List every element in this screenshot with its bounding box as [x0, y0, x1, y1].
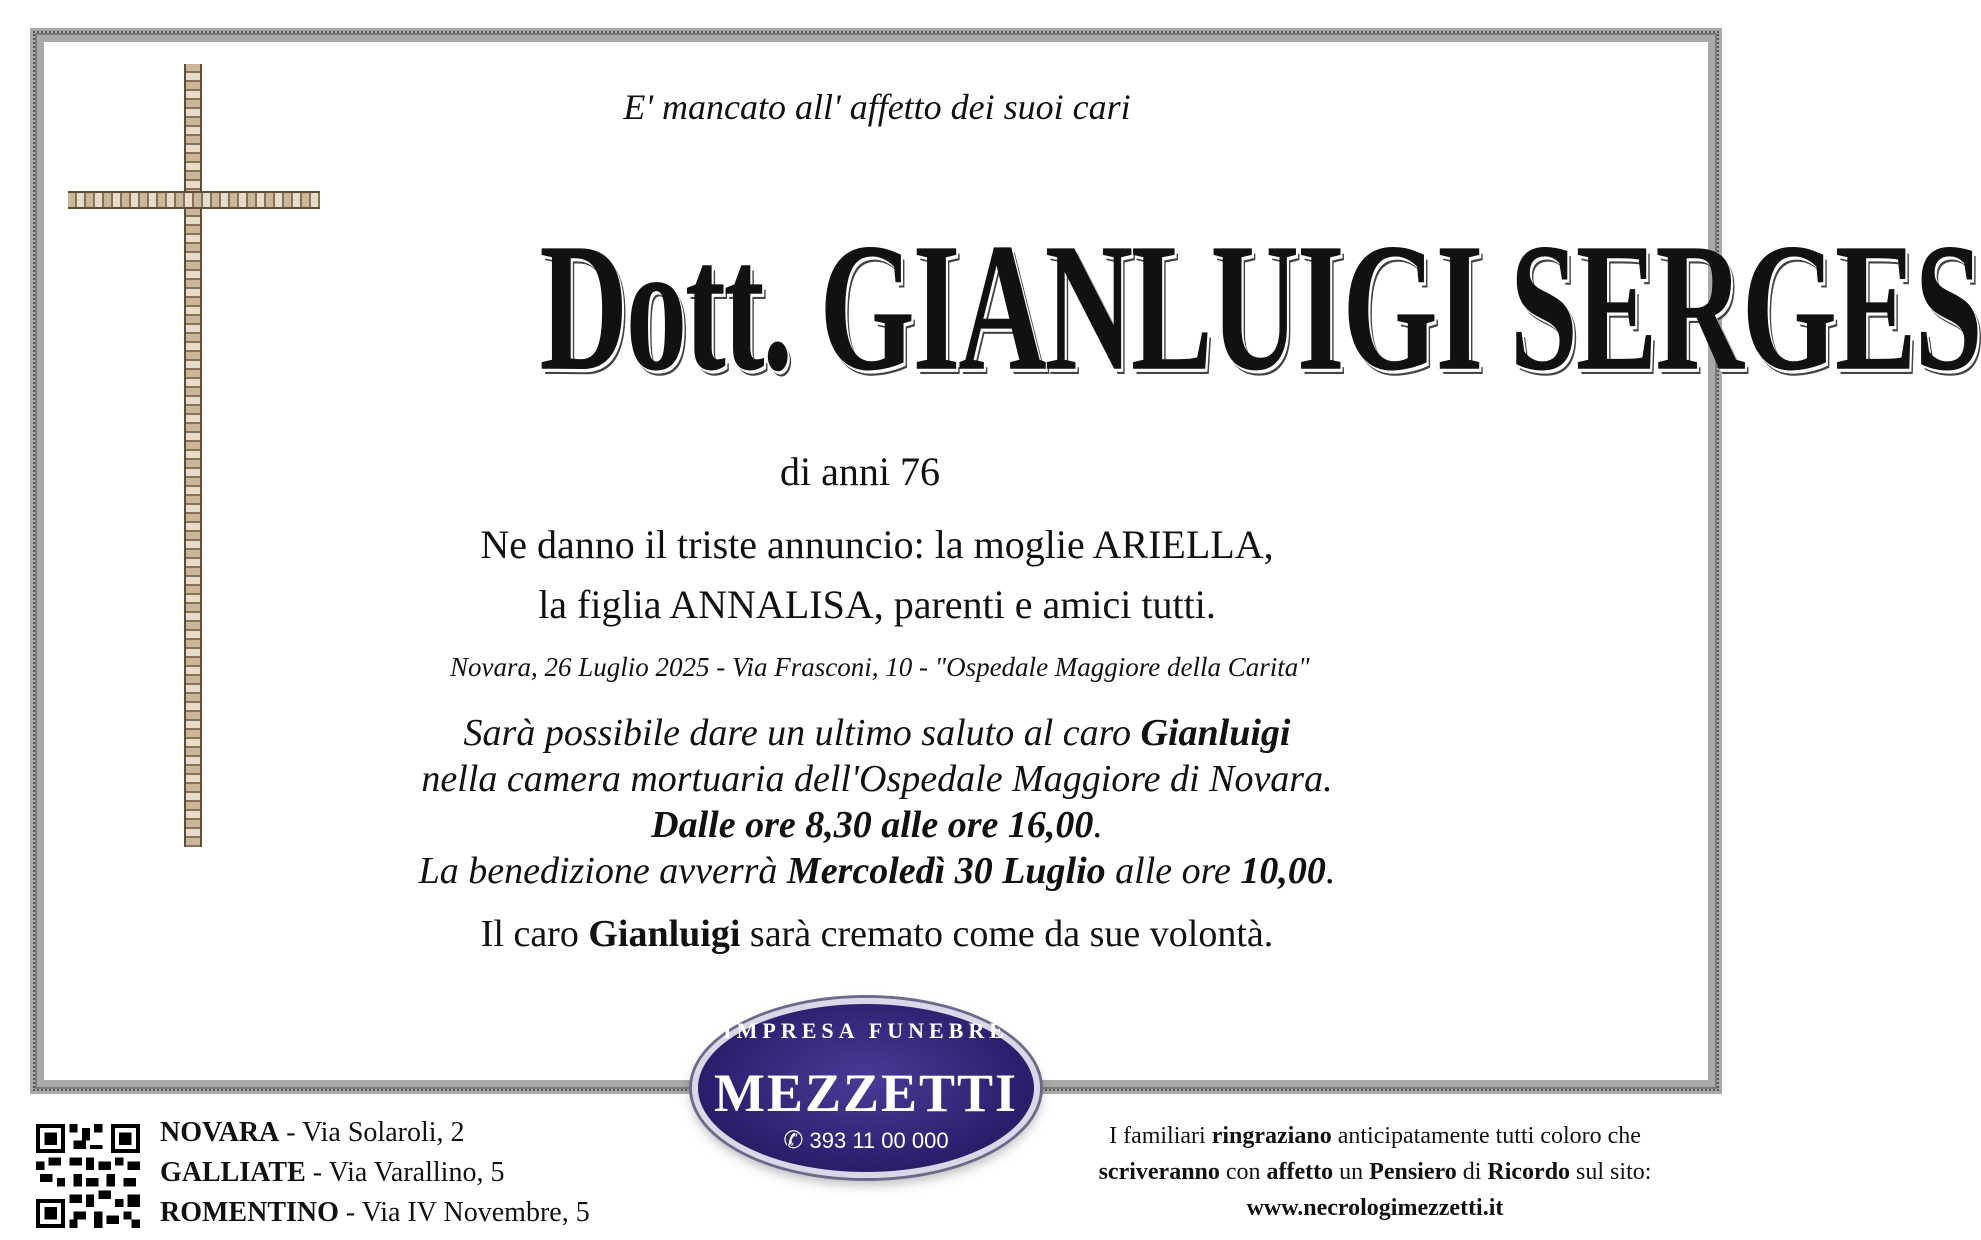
logo-brand: MEZZETTI [713, 1063, 1019, 1123]
cremation-note [0, 912, 1754, 956]
website-link[interactable]: www.necrologimezzetti.it [1246, 1195, 1504, 1221]
daughter-name: ANNALISA [669, 582, 874, 627]
visitation-line-1 [0, 710, 1754, 756]
cross-horizontal-beam [68, 191, 320, 209]
city-name: ROMENTINO [160, 1197, 339, 1228]
punctuation: . [1325, 850, 1336, 892]
street-address: - Via Solaroli, 2 [279, 1117, 465, 1148]
visiting-hours: Dalle ore 8,30 alle ore 16,00 [651, 804, 1094, 846]
qr-code-icon[interactable] [36, 1124, 140, 1228]
cremation-text: Il caro [480, 913, 589, 955]
thanks-line-3 [1050, 1190, 1700, 1226]
thanks-text: anticipatamente tutti coloro che [1331, 1123, 1641, 1149]
funeral-home-logo[interactable] [692, 998, 1040, 1178]
blessing-time: 10,00 [1240, 850, 1326, 892]
street-address: - Via IV Novembre, 5 [338, 1197, 590, 1228]
address-row [160, 1153, 590, 1193]
address-row [160, 1113, 590, 1153]
thanks-note [1050, 1118, 1700, 1226]
logo-tagline: IMPRESA FUNEBRE [723, 1018, 1009, 1043]
city-name: NOVARA [160, 1117, 280, 1148]
street-address: - Via Varallino, 5 [305, 1157, 505, 1188]
thanks-bold: ringraziano [1211, 1123, 1332, 1149]
visitation-line-2: nella camera mortuaria dell'Ospedale Maggiore di Novara. [421, 758, 1333, 800]
first-name: Gianluigi [588, 913, 741, 955]
announcement-line-2 [0, 575, 1754, 635]
phone-number: 393 11 00 000 [809, 1128, 949, 1153]
thanks-bold: Pensiero [1369, 1159, 1457, 1185]
blessing-text: La benedizione avverrà [418, 850, 787, 892]
thanks-text: I familiari [1109, 1123, 1212, 1149]
branch-addresses [160, 1113, 590, 1233]
announcement-text: Ne danno il triste annuncio: la moglie [480, 522, 1093, 567]
announcement-line-1 [0, 515, 1754, 575]
announcement [0, 515, 1754, 635]
blessing-text: alle ore [1105, 850, 1241, 892]
first-name: Gianluigi [1140, 712, 1291, 754]
city-name: GALLIATE [160, 1157, 306, 1188]
visitation-text: Sarà possibile dare un ultimo saluto al caro [463, 712, 1141, 754]
punctuation: . [1093, 804, 1103, 846]
address-row [160, 1193, 590, 1233]
thanks-bold: scriveranno [1098, 1159, 1220, 1185]
thanks-line-1 [1050, 1118, 1700, 1154]
blessing-date: Mercoledì 30 Luglio [786, 850, 1106, 892]
thanks-bold: affetto [1266, 1159, 1334, 1185]
thanks-bold: Ricordo [1487, 1159, 1571, 1185]
logo-phone[interactable] [698, 1126, 1034, 1155]
cremation-text: sarà cremato come da sue volontà. [740, 913, 1274, 955]
punctuation: , [1263, 522, 1274, 567]
wife-name: ARIELLA [1092, 522, 1264, 567]
visitation-line-4 [0, 848, 1754, 894]
place-date: Novara, 26 Luglio 2025 - Via Frasconi, 10 - "Ospedale Maggiore della Carita" [450, 652, 1310, 682]
thanks-text: sul sito: [1570, 1159, 1652, 1185]
announcement-text: , parenti e amici tutti. [873, 582, 1216, 627]
deceased-name: Dott. GIANLUIGI SERGES [539, 204, 1981, 409]
intro-text: E' mancato all' affetto dei suoi cari [623, 87, 1131, 127]
visitation-line-3 [0, 802, 1754, 848]
thanks-text: di [1456, 1159, 1488, 1185]
age-text: di anni 76 [780, 449, 940, 494]
thanks-text: con [1219, 1159, 1267, 1185]
announcement-text: la figlia [538, 582, 670, 627]
visitation-info [0, 710, 1754, 894]
thanks-line-2 [1050, 1154, 1700, 1190]
thanks-text: un [1333, 1159, 1370, 1185]
telephone-icon: ✆ [783, 1127, 804, 1154]
